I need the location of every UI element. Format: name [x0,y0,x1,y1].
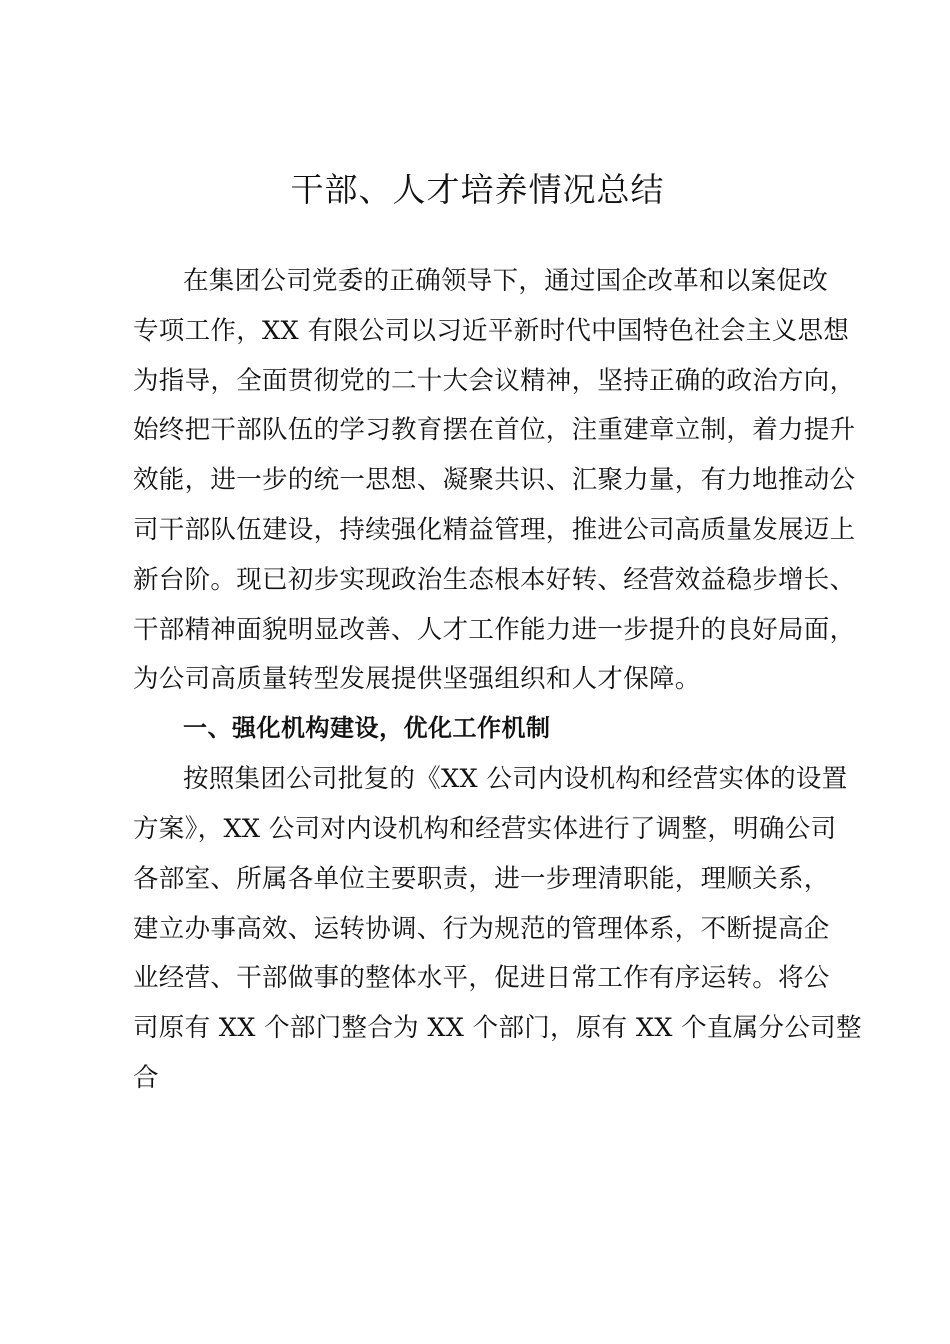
paragraph-line: 始终把干部队伍的学习教育摆在首位，注重建章立制，着力提升 [133,415,856,445]
document-title: 干部、人才培养情况总结 [290,170,665,209]
paragraph-line: 合 [133,1063,159,1093]
paragraph-line: 新台阶。现已初步实现政治生态根本好转、经营效益稳步增长、 [133,565,856,595]
paragraph-line: 效能，进一步的统一思想、凝聚共识、汇聚力量，有力地推动公 [133,465,856,495]
paragraph-line: 在集团公司党委的正确领导下，通过国企改革和以案促改 [183,266,829,296]
paragraph-line: 专项工作，XX 有限公司以习近平新时代中国特色社会主义思想 [133,316,850,346]
paragraph-line: 为指导，全面贯彻党的二十大会议精神，坚持正确的政治方向， [133,366,856,396]
paragraph-line: 建立办事高效、运转协调、行为规范的管理体系，不断提高企 [133,914,830,944]
paragraph-line: 按照集团公司批复的《XX 公司内设机构和经营实体的设置 [183,764,848,794]
paragraph-line: 方案》，XX 公司对内设机构和经营实体进行了调整，明确公司 [133,814,837,844]
paragraph-line: 司干部队伍建设，持续强化精益管理，推进公司高质量发展迈上 [133,515,856,545]
paragraph-line: 为公司高质量转型发展提供坚强组织和人才保障。 [133,664,701,694]
paragraph-line: 司原有 XX 个部门整合为 XX 个部门，原有 XX 个直属分公司整 [133,1013,862,1043]
paragraph-line: 各部室、所属各单位主要职责，进一步理清职能，理顺关系， [133,864,830,894]
paragraph-line: 干部精神面貌明显改善、人才工作能力进一步提升的良好局面， [133,615,856,645]
section-heading: 一、强化机构建设，优化工作机制 [183,714,551,742]
paragraph-line: 业经营、干部做事的整体水平，促进日常工作有序运转。将公 [133,963,830,993]
